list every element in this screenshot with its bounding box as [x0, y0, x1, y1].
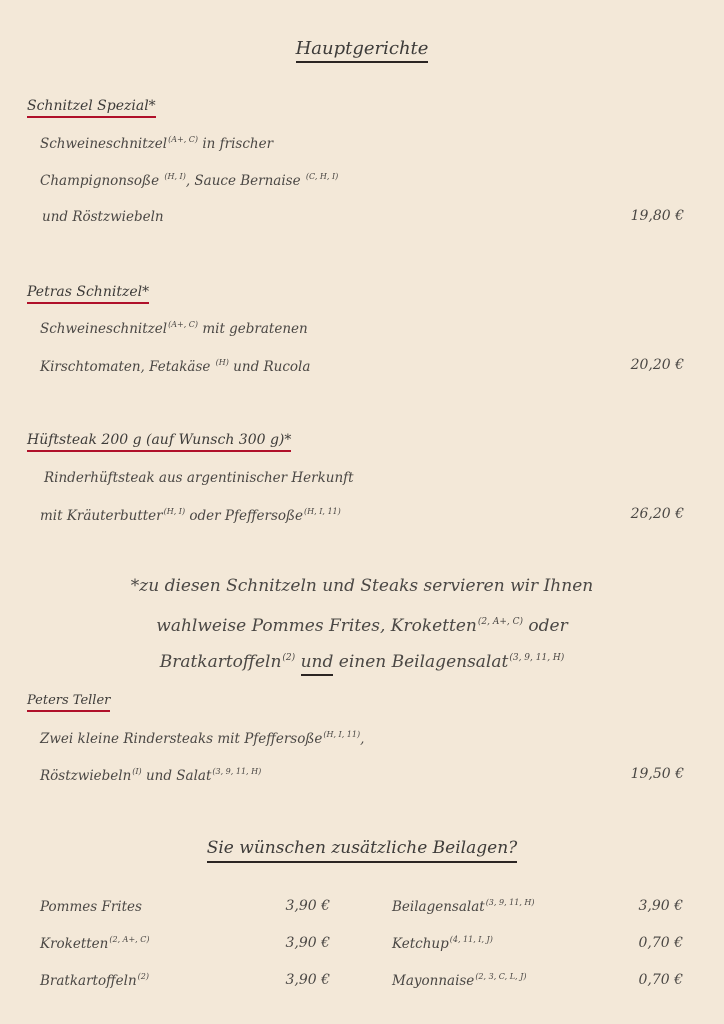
dish-price: 20,20 € [630, 357, 684, 373]
side-item-name [392, 898, 535, 915]
allergen-note: (A+, C) [168, 320, 199, 329]
side-text: Pommes Frites [40, 899, 142, 915]
allergen-note: (2) [137, 972, 149, 981]
desc-text: Schweineschnitzel [40, 321, 168, 337]
side-dish-note-line: *zu diesen Schnitzeln und Steaks servieren wir Ihnen [130, 576, 594, 596]
side-item-name [392, 972, 526, 989]
note-text: oder [523, 616, 568, 636]
desc-text: mit Kräuterbutter [40, 508, 163, 524]
page-title [0, 38, 724, 59]
desc-text: in frischer [198, 136, 274, 152]
dish-desc-line [40, 172, 338, 189]
dish-desc-line [40, 767, 261, 784]
side-dish-note-line [0, 652, 724, 672]
page-title-text: Hauptgerichte [296, 38, 429, 63]
side-text: Mayonnaise [392, 973, 475, 989]
allergen-note: (2) [282, 653, 296, 663]
dish-desc-line [40, 730, 364, 747]
desc-text: Champignonsoße [40, 173, 164, 189]
note-text: wahlweise Pommes Frites, Kroketten [156, 616, 477, 636]
note-text: einen Beilagensalat [333, 652, 509, 672]
dish-desc-line: und Röstzwiebeln [42, 209, 164, 225]
side-text: Beilagensalat [392, 899, 485, 915]
side-text: Bratkartoffeln [40, 973, 137, 989]
desc-text: mit gebratenen [198, 321, 308, 337]
side-item-price: 3,90 € [285, 898, 330, 914]
allergen-note: (2, A+, C) [477, 617, 523, 627]
allergen-note: (H, I) [164, 172, 186, 181]
side-item-price: 3,90 € [638, 898, 683, 914]
sides-title [0, 838, 724, 858]
allergen-note: (3, 9, 11, H) [212, 767, 262, 776]
desc-text: und Salat [141, 768, 212, 784]
desc-text: Röstzwiebeln [40, 768, 132, 784]
desc-text: , [360, 731, 365, 747]
desc-text: Schweineschnitzel [40, 136, 168, 152]
note-text: Bratkartoffeln [159, 652, 282, 672]
allergen-note: (C, H, I) [305, 172, 339, 181]
desc-text: Zwei kleine Rindersteaks mit Pfeffersoße [40, 731, 323, 747]
side-item-price: 3,90 € [285, 972, 330, 988]
allergen-note: (A+, C) [168, 135, 199, 144]
side-item-price: 0,70 € [638, 972, 683, 988]
side-text: Kroketten [40, 936, 109, 952]
side-item-name [392, 935, 493, 952]
side-item-name [40, 898, 143, 915]
allergen-note: (3, 9, 11, H) [509, 653, 565, 663]
side-item-name [40, 935, 149, 952]
dish-desc-line [40, 320, 308, 337]
desc-text: Kirschtomaten, Fetakäse [40, 359, 215, 375]
desc-text: oder Pfeffersoße [185, 508, 304, 524]
dish-name-schnitzel-spezial: Schnitzel Spezial* [27, 98, 156, 118]
allergen-note: (H, I) [163, 507, 186, 516]
dish-name-hueftsteak: Hüftsteak 200 g (auf Wunsch 300 g)* [27, 432, 291, 452]
allergen-note: (2, 3, C, L, J) [475, 972, 527, 981]
dish-name-peters-teller: Peters Teller [27, 693, 110, 712]
allergen-note: (2, A+, C) [109, 935, 150, 944]
allergen-note: (H, I, 11) [304, 507, 341, 516]
dish-price: 26,20 € [630, 506, 684, 522]
side-text: Ketchup [392, 936, 449, 952]
desc-text: und Rucola [228, 359, 311, 375]
allergen-note: (H) [215, 358, 229, 367]
note-underlined-und: und [301, 652, 334, 676]
dish-price: 19,50 € [630, 766, 684, 782]
dish-price: 19,80 € [630, 208, 684, 224]
desc-text: , Sauce Bernaise [185, 173, 305, 189]
dish-desc-line [40, 358, 310, 375]
side-dish-note-line [0, 616, 724, 636]
allergen-note: (H, I, 11) [323, 730, 361, 739]
dish-desc-line [40, 507, 341, 524]
dish-desc-line: Rinderhüftsteak aus argentinischer Herkunft [44, 470, 354, 486]
side-item-name [40, 972, 149, 989]
dish-name-petras-schnitzel: Petras Schnitzel* [27, 284, 149, 304]
allergen-note: (4, 11, I, J) [449, 935, 493, 944]
allergen-note: (I) [132, 767, 142, 776]
side-item-price: 3,90 € [285, 935, 330, 951]
allergen-note: (3, 9, 11, H) [485, 898, 535, 907]
side-item-price: 0,70 € [638, 935, 683, 951]
dish-desc-line [40, 135, 273, 152]
sides-title-text: Sie wünschen zusätzliche Beilagen? [207, 838, 518, 863]
